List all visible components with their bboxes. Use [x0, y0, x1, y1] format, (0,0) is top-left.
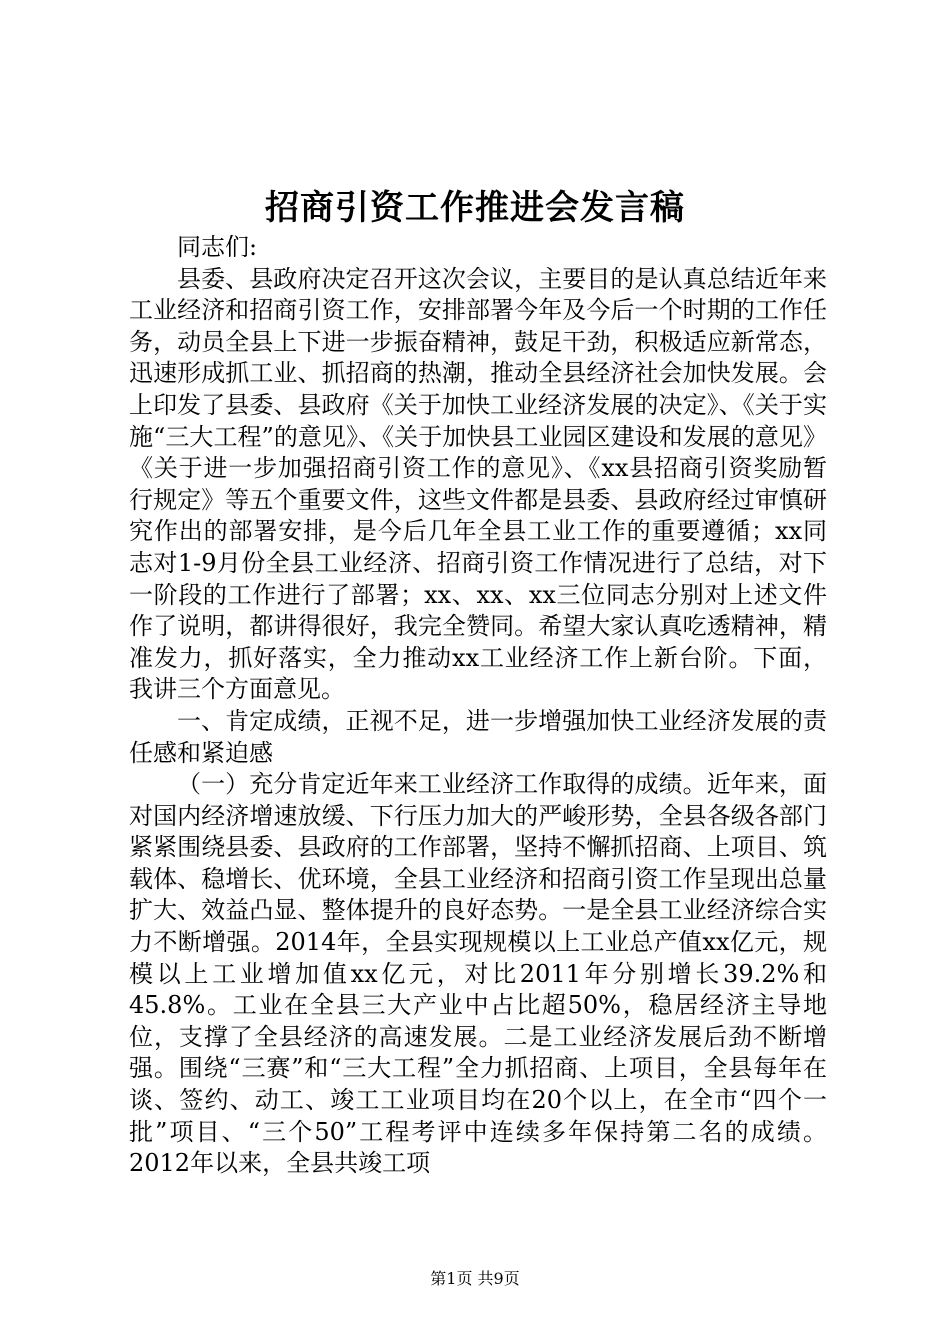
- salutation-paragraph: 同志们:: [177, 233, 258, 261]
- document-body: [129, 232, 827, 1180]
- body-paragraph: 县委、县政府决定召开这次会议，主要目的是认真总结近年来工业经济和招商引资工作，安排部署今年及今后一个时期的工作任务，动员全县上下进一步振奋精神，鼓足干劲，积极适应新常态，迅速形成抓工业、抓招商的热潮，推动全县经济社会加快发展。会上印发了县委、县政府《关于加快工业经济发展的决定》、《关于实施“三大工程”的意见》、《关于加快县工业园区建设和发展的意见》《关于进一步加强招商引资工作的意见》、《xx县招商引资奖励暂行规定》等五个重要文件，这些文件都是县委、县政府经过审慎研究作出的部署安排，是今后几年全县工业工作的重要遵循；xx同志对1-9月份全县工业经济、招商引资工作情况进行了总结，对下一阶段的工作进行了部署；xx、xx、xx三位同志分别对上述文件作了说明，都讲得很好，我完全赞同。希望大家认真吃透精神，精准发力，抓好落实，全力推动xx工业经济工作上新台阶。下面，我讲三个方面意见。: [129, 264, 827, 704]
- document-title: 招商引资工作推进会发言稿: [265, 188, 685, 228]
- section-heading: 一、肯定成绩，正视不足，进一步增强加快工业经济发展的责任感和紧迫感: [129, 706, 827, 767]
- page-number-footer: 第1页 共9页: [430, 1269, 520, 1288]
- body-paragraph: （一）充分肯定近年来工业经济工作取得的成绩。近年来，面对国内经济增速放缓、下行压力加大的严峻形势，全县各级各部门紧紧围绕县委、县政府的工作部署，坚持不懈抓招商、上项目、筑载体、稳增长、优环境，全县工业经济和招商引资工作呈现出总量扩大、效益凸显、整体提升的良好态势。一是全县工业经济综合实力不断增强。2014年，全县实现规模以上工业总产值xx亿元，规模以上工业增加值xx亿元，对比2011年分别增长39.2%和45.8%。工业在全县三大产业中占比超50%，稳居经济主导地位，支撑了全县经济的高速发展。二是工业经济发展后劲不断增强。围绕“三赛”和“三大工程”全力抓招商、上项目，全县每年在谈、签约、动工、竣工工业项目均在20个以上，在全市“四个一批”项目、“三个50”工程考评中连续多年保持第二名的成绩。2012年以来，全县共竣工项: [129, 770, 827, 1178]
